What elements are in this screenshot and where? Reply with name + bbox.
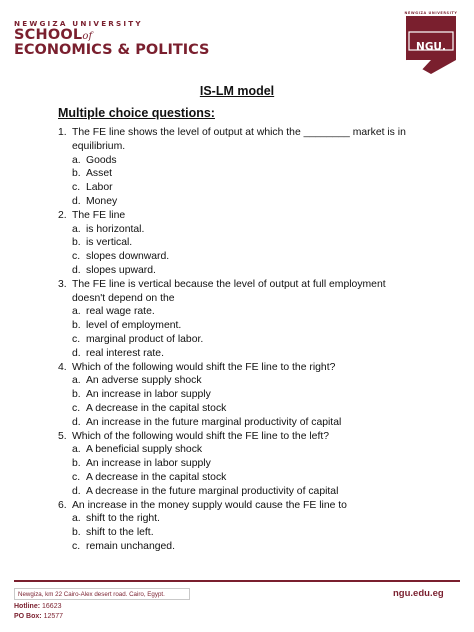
option-text: A beneficial supply shock	[86, 444, 203, 456]
option-letter: b.	[72, 237, 81, 249]
option-letter: b.	[72, 389, 81, 401]
option-letter: c.	[72, 472, 81, 483]
question-text: Which of the following would shift the FE line to the left?	[72, 430, 330, 442]
question-5	[58, 430, 329, 444]
option-text: Goods	[86, 154, 117, 166]
option-letter: c.	[72, 251, 81, 263]
answer-option	[72, 223, 144, 237]
option-text: Money	[86, 196, 118, 207]
question-text-continued: doesn't depend on the	[72, 292, 175, 304]
answer-option	[72, 264, 156, 278]
pobox-value: 12577	[43, 613, 64, 620]
option-text: real interest rate.	[86, 347, 164, 359]
question-number: 5.	[58, 430, 67, 442]
option-text: marginal product of labor.	[86, 334, 204, 345]
option-text: An increase in the future marginal productivity of capital	[86, 416, 342, 428]
answer-option	[72, 443, 202, 457]
option-text: level of employment.	[86, 320, 182, 332]
answer-option	[72, 485, 338, 499]
option-letter: d.	[72, 196, 81, 207]
answer-option	[72, 457, 211, 471]
question-text: The FE line shows the level of output at which the ________ market is in	[72, 127, 406, 138]
option-text: Labor	[86, 182, 113, 194]
page-title: IS-LM model	[199, 84, 275, 98]
answer-option	[72, 319, 181, 333]
option-text: A decrease in the capital stock	[86, 472, 227, 483]
school-of-word: of	[82, 31, 93, 42]
option-text: An adverse supply shock	[86, 375, 202, 387]
option-letter: d.	[72, 485, 81, 497]
option-letter: d.	[72, 347, 81, 359]
option-letter: a.	[72, 513, 81, 525]
answer-option	[72, 305, 155, 319]
option-text: shift to the right.	[86, 513, 160, 525]
option-letter: a.	[72, 375, 81, 387]
school-logo-line-2: ECONOMICS & POLITICS	[14, 42, 210, 58]
answer-option	[72, 181, 113, 195]
answer-option	[72, 236, 132, 250]
question-4	[58, 361, 335, 375]
ngu-logo-university: NEWGIZA UNIVERSITY	[404, 11, 458, 15]
question-text: The FE line is vertical because the level of output at full employment	[72, 278, 386, 290]
option-letter: d.	[72, 265, 81, 276]
question-number: 3.	[58, 278, 67, 290]
option-letter: a.	[72, 306, 81, 318]
option-text: remain unchanged.	[86, 541, 175, 552]
question-6	[58, 499, 347, 513]
option-letter: b.	[72, 320, 81, 332]
footer-divider	[14, 580, 460, 582]
answer-option	[72, 195, 117, 209]
answer-option	[72, 402, 226, 416]
option-text: is horizontal.	[86, 223, 145, 235]
question-1	[58, 126, 406, 140]
option-text: A decrease in the future marginal productivity of capital	[86, 485, 339, 497]
footer-website-link[interactable]: ngu.edu.eg	[393, 588, 444, 599]
answer-option	[72, 512, 160, 526]
footer-address: Newgiza, km 22 Cairo-Alex desert road. Cairo, Egypt.	[14, 588, 190, 600]
question-number: 6.	[58, 499, 67, 511]
question-text: The FE line	[72, 209, 126, 221]
hotline-label: Hotline:	[14, 603, 41, 610]
pobox-label: PO Box:	[14, 613, 42, 620]
option-letter: c.	[72, 334, 81, 345]
option-letter: c.	[72, 182, 81, 194]
option-letter: c.	[72, 403, 81, 414]
answer-option	[72, 374, 202, 388]
answer-option	[72, 154, 117, 168]
question-number: 1.	[58, 127, 67, 138]
option-letter: a.	[72, 223, 81, 235]
answer-option	[72, 471, 226, 485]
section-heading: Multiple choice questions:	[58, 106, 215, 120]
answer-option	[72, 167, 112, 181]
university-name: NEWGIZA UNIVERSITY	[14, 19, 143, 28]
answer-option	[72, 250, 169, 264]
hotline-value: 16623	[42, 603, 62, 610]
footer-hotline	[14, 603, 61, 610]
school-logo-line-1	[14, 27, 92, 43]
option-text: slopes downward.	[86, 251, 170, 263]
answer-option	[72, 333, 203, 347]
question-text-continued: equilibrium.	[72, 140, 126, 152]
option-text: Asset	[86, 168, 112, 180]
option-text: is vertical.	[86, 237, 133, 249]
option-letter: b.	[72, 458, 81, 470]
question-3	[58, 278, 386, 292]
option-letter: d.	[72, 416, 81, 428]
option-letter: b.	[72, 168, 81, 180]
answer-option	[72, 540, 175, 554]
option-letter: a.	[72, 444, 81, 456]
question-2	[58, 209, 125, 223]
option-text: An increase in labor supply	[86, 458, 211, 470]
option-text: real wage rate.	[86, 306, 155, 318]
option-text: shift to the left.	[86, 527, 154, 539]
answer-option	[72, 388, 211, 402]
option-letter: b.	[72, 527, 81, 539]
question-number: 2.	[58, 209, 67, 221]
question-text: Which of the following would shift the FE line to the right?	[72, 361, 336, 373]
option-letter: a.	[72, 154, 81, 166]
answer-option	[72, 347, 164, 361]
answer-option	[72, 416, 341, 430]
question-number: 4.	[58, 361, 67, 373]
answer-option	[72, 526, 154, 540]
school-word: SCHOOL	[14, 27, 83, 43]
option-text: slopes upward.	[86, 265, 156, 276]
footer-pobox	[14, 613, 63, 620]
option-text: A decrease in the capital stock	[86, 403, 227, 414]
option-text: An increase in labor supply	[86, 389, 211, 401]
ngu-logo-text: NGU.	[416, 41, 446, 53]
option-letter: c.	[72, 541, 81, 552]
question-text: An increase in the money supply would cause the FE line to	[72, 499, 347, 511]
